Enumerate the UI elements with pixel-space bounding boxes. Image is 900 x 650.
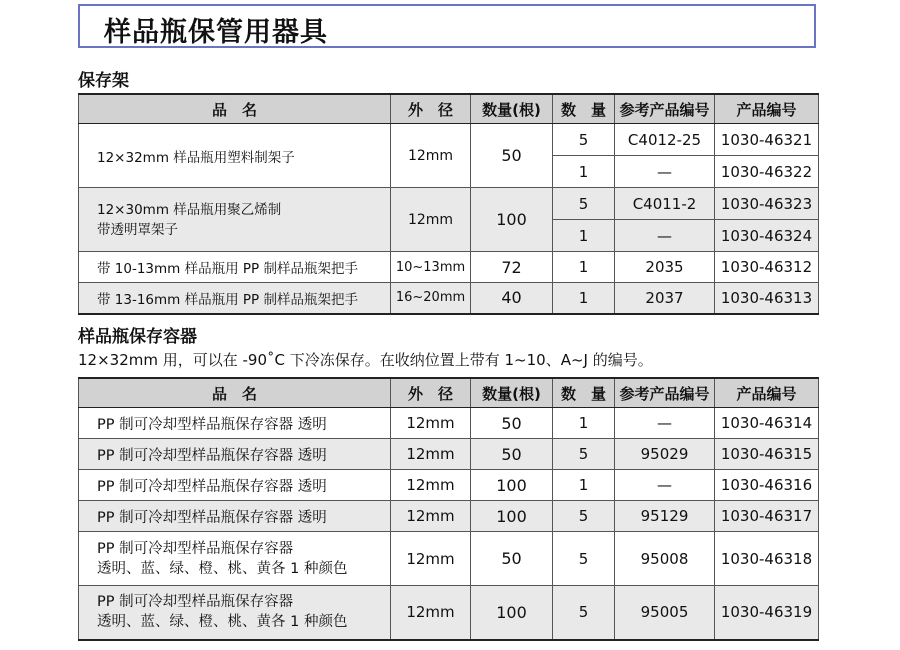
section-title-containers: 样品瓶保存容器 (78, 327, 197, 347)
code-cell: 1030-46314 (715, 408, 819, 439)
table-row (79, 439, 819, 470)
header-qty: 数 量 (553, 94, 615, 124)
qty-cell: 1 (553, 470, 615, 501)
header-count: 数量(根) (471, 378, 553, 408)
code-cell: 1030-46324 (715, 220, 819, 252)
qty-cell: 5 (553, 501, 615, 532)
ref-cell: 95129 (615, 501, 715, 532)
count-cell: 50 (471, 532, 553, 586)
count-cell: 50 (471, 124, 553, 188)
diameter-cell: 10~13mm (391, 252, 471, 283)
product-name-line1: PP 制可冷却型样品瓶保存容器 (97, 594, 294, 611)
product-name-line2: 透明、蓝、绿、橙、桃、黄各 1 种颜色 (97, 614, 348, 631)
ref-cell: 2037 (615, 283, 715, 314)
qty-cell: 5 (553, 124, 615, 156)
table-row (79, 586, 819, 640)
section-description: 12×32mm 用，可以在 -90˚C 下冷冻保存。在收纳位置上带有 1~10、A~J 的编号。 (78, 351, 653, 369)
diameter-cell: 12mm (391, 532, 471, 586)
diameter-cell: 12mm (391, 439, 471, 470)
code-cell: 1030-46319 (715, 586, 819, 640)
qty-cell: 5 (553, 586, 615, 640)
product-name: PP 制可冷却型样品瓶保存容器 透明 (79, 439, 391, 470)
table-row (79, 501, 819, 532)
table-header-row (79, 94, 819, 124)
ref-cell: 95029 (615, 439, 715, 470)
product-name: 带 10-13mm 样品瓶用 PP 制样品瓶架把手 (79, 252, 391, 283)
diameter-cell: 12mm (391, 470, 471, 501)
product-name-line1: 12×30mm 样品瓶用聚乙烯制 (97, 201, 282, 218)
count-cell: 100 (471, 586, 553, 640)
header-ref-no: 参考产品编号 (615, 94, 715, 124)
header-product-no: 产品编号 (715, 94, 819, 124)
ref-cell: C4012-25 (615, 124, 715, 156)
count-cell: 72 (471, 252, 553, 283)
header-name: 品 名 (79, 94, 391, 124)
diameter-cell: 12mm (391, 408, 471, 439)
header-qty: 数 量 (553, 378, 615, 408)
table-row (79, 532, 819, 586)
ref-cell: 2035 (615, 252, 715, 283)
code-cell: 1030-46318 (715, 532, 819, 586)
count-cell: 50 (471, 408, 553, 439)
container-table (78, 377, 819, 641)
product-name: 带 13-16mm 样品瓶用 PP 制样品瓶架把手 (79, 283, 391, 314)
ref-cell: 95008 (615, 532, 715, 586)
count-cell: 100 (471, 188, 553, 252)
product-name (79, 532, 391, 586)
product-name: 12×32mm 样品瓶用塑料制架子 (79, 124, 391, 188)
qty-cell: 5 (553, 532, 615, 586)
count-cell: 100 (471, 501, 553, 532)
product-name: PP 制可冷却型样品瓶保存容器 透明 (79, 501, 391, 532)
header-ref-no: 参考产品编号 (615, 378, 715, 408)
count-cell: 100 (471, 470, 553, 501)
rack-table (78, 93, 819, 315)
header-product-no: 产品编号 (715, 378, 819, 408)
diameter-cell: 12mm (391, 586, 471, 640)
product-name-line2: 带透明罩架子 (97, 221, 178, 238)
table-row (79, 283, 819, 314)
diameter-cell: 12mm (391, 188, 471, 252)
ref-cell: 95005 (615, 586, 715, 640)
diameter-cell: 12mm (391, 501, 471, 532)
qty-cell: 5 (553, 439, 615, 470)
code-cell: 1030-46322 (715, 156, 819, 188)
table-row (79, 188, 819, 220)
header-name: 品 名 (79, 378, 391, 408)
product-name: PP 制可冷却型样品瓶保存容器 透明 (79, 408, 391, 439)
page-title-box (78, 4, 816, 48)
ref-cell: C4011-2 (615, 188, 715, 220)
header-count: 数量(根) (471, 94, 553, 124)
product-name (79, 586, 391, 640)
table-header-row (79, 378, 819, 408)
page-title: 样品瓶保管用器具 (104, 17, 328, 48)
product-name (79, 188, 391, 252)
ref-cell: — (615, 470, 715, 501)
qty-cell: 1 (553, 220, 615, 252)
table-row (79, 470, 819, 501)
section-title-racks: 保存架 (78, 71, 129, 91)
code-cell: 1030-46321 (715, 124, 819, 156)
product-name-line1: PP 制可冷却型样品瓶保存容器 (97, 540, 294, 557)
qty-cell: 1 (553, 156, 615, 188)
table-row (79, 408, 819, 439)
diameter-cell: 12mm (391, 124, 471, 188)
qty-cell: 1 (553, 252, 615, 283)
count-cell: 40 (471, 283, 553, 314)
code-cell: 1030-46316 (715, 470, 819, 501)
count-cell: 50 (471, 439, 553, 470)
header-diameter: 外 径 (391, 94, 471, 124)
qty-cell: 5 (553, 188, 615, 220)
code-cell: 1030-46313 (715, 283, 819, 314)
header-diameter: 外 径 (391, 378, 471, 408)
product-name: PP 制可冷却型样品瓶保存容器 透明 (79, 470, 391, 501)
table-row (79, 124, 819, 156)
code-cell: 1030-46312 (715, 252, 819, 283)
table-row (79, 252, 819, 283)
ref-cell: — (615, 408, 715, 439)
code-cell: 1030-46317 (715, 501, 819, 532)
code-cell: 1030-46315 (715, 439, 819, 470)
code-cell: 1030-46323 (715, 188, 819, 220)
ref-cell: — (615, 220, 715, 252)
qty-cell: 1 (553, 283, 615, 314)
qty-cell: 1 (553, 408, 615, 439)
product-name-line2: 透明、蓝、绿、橙、桃、黄各 1 种颜色 (97, 560, 348, 577)
ref-cell: — (615, 156, 715, 188)
diameter-cell: 16~20mm (391, 283, 471, 314)
